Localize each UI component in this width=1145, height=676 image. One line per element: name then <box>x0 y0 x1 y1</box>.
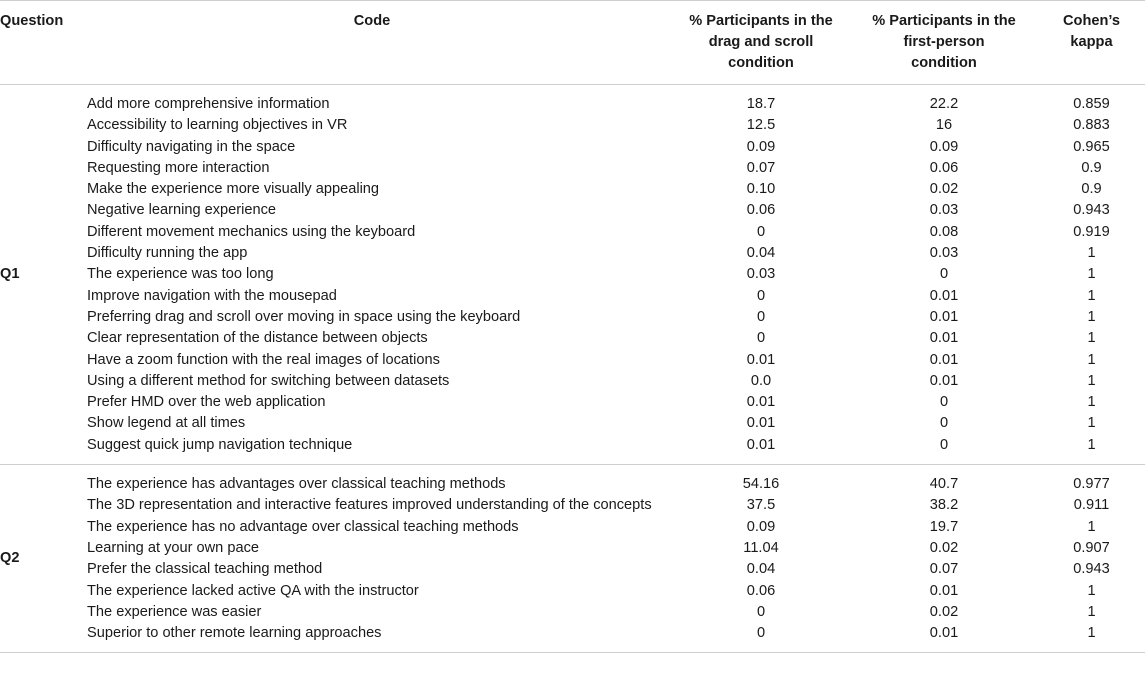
table-body <box>0 85 1145 653</box>
first-person-cell: 0 <box>850 435 1038 465</box>
first-person-cell: 0.02 <box>929 181 959 198</box>
kappa-cell: 1 <box>1087 582 1096 599</box>
kappa-cell: 0.907 <box>1073 539 1110 556</box>
table-row <box>0 350 1145 371</box>
table-row <box>0 243 1145 264</box>
table-row <box>0 371 1145 392</box>
table-row <box>0 179 1145 200</box>
drag-scroll-cell: 0.09 <box>746 138 776 155</box>
code-cell: Learning at your own pace <box>87 539 259 556</box>
header-first-person: % Participants in the first-person condition <box>850 1 1038 85</box>
table-row <box>0 137 1145 158</box>
first-person-cell: 0 <box>939 415 949 432</box>
table-row <box>0 328 1145 349</box>
code-cell: Difficulty running the app <box>87 245 248 262</box>
kappa-cell: 0.859 <box>1073 96 1110 112</box>
table-row <box>0 222 1145 243</box>
code-cell: The experience was too long <box>87 266 274 283</box>
header-row <box>0 1 1145 85</box>
table-row <box>0 115 1145 136</box>
drag-scroll-cell: 0 <box>756 287 766 304</box>
code-cell: Improve navigation with the mousepad <box>87 287 337 304</box>
table-row <box>0 200 1145 221</box>
kappa-cell: 0.943 <box>1073 561 1110 578</box>
header-code: Code <box>72 1 672 85</box>
first-person-cell: 0 <box>939 394 949 411</box>
kappa-cell: 1 <box>1087 518 1096 535</box>
drag-scroll-cell: 18.7 <box>746 96 776 112</box>
kappa-cell: 0.919 <box>1073 223 1110 240</box>
kappa-cell: 1 <box>1087 394 1096 411</box>
kappa-cell: 1 <box>1087 245 1096 262</box>
table-row <box>0 158 1145 179</box>
code-cell: Difficulty navigating in the space <box>87 138 296 155</box>
drag-scroll-cell: 37.5 <box>746 497 776 514</box>
first-person-cell: 16 <box>935 117 953 134</box>
kappa-cell: 1 <box>1087 330 1096 347</box>
drag-scroll-cell: 0.01 <box>746 351 776 368</box>
drag-scroll-cell: 0.0 <box>750 372 772 389</box>
code-cell: The 3D representation and interactive features improved understanding of the concepts <box>87 497 652 514</box>
first-person-cell: 0.09 <box>929 138 959 155</box>
kappa-cell: 1 <box>1087 308 1096 325</box>
table-row <box>0 538 1145 559</box>
first-person-cell: 0.08 <box>929 223 959 240</box>
first-person-cell: 0.02 <box>929 603 959 620</box>
first-person-cell: 0.03 <box>929 202 959 219</box>
code-cell: Different movement mechanics using the keyboard <box>87 223 416 240</box>
code-cell: Using a different method for switching between datasets <box>87 372 450 389</box>
table-row <box>0 392 1145 413</box>
kappa-cell: 0.965 <box>1073 138 1110 155</box>
first-person-cell: 19.7 <box>929 518 959 535</box>
code-cell: Prefer HMD over the web application <box>87 394 326 411</box>
table-row <box>0 465 1145 496</box>
drag-scroll-cell: 0 <box>756 603 766 620</box>
question-label: Q1 <box>0 85 72 465</box>
first-person-cell: 0 <box>939 266 949 283</box>
first-person-cell: 0.01 <box>929 582 959 599</box>
kappa-cell: 0.883 <box>1073 117 1110 134</box>
kappa-cell: 1 <box>1038 435 1145 465</box>
first-person-cell: 0.07 <box>929 561 959 578</box>
drag-scroll-cell: 0.01 <box>746 394 776 411</box>
drag-scroll-cell: 0.06 <box>746 582 776 599</box>
table-row <box>0 559 1145 580</box>
code-cell: Make the experience more visually appealing <box>87 181 380 198</box>
first-person-cell: 0.02 <box>929 539 959 556</box>
code-cell: Suggest quick jump navigation technique <box>72 435 672 465</box>
kappa-cell: 0.911 <box>1073 497 1110 514</box>
header-drag-scroll: % Participants in the drag and scroll condition <box>672 1 850 85</box>
code-cell: Requesting more interaction <box>87 159 270 176</box>
kappa-cell: 1 <box>1087 266 1096 283</box>
table-row <box>0 495 1145 516</box>
drag-scroll-cell: 0.09 <box>746 518 776 535</box>
first-person-cell: 38.2 <box>929 497 959 514</box>
drag-scroll-cell: 11.04 <box>743 539 779 556</box>
code-cell: Show legend at all times <box>87 415 246 432</box>
drag-scroll-cell: 0.03 <box>746 266 776 283</box>
code-cell: The experience has no advantage over classical teaching methods <box>87 518 519 535</box>
code-cell: Negative learning experience <box>87 202 277 219</box>
first-person-cell: 0.06 <box>929 159 959 176</box>
code-cell: The experience lacked active QA with the instructor <box>87 582 419 599</box>
header-question: Question <box>0 1 72 85</box>
table-row <box>0 307 1145 328</box>
kappa-cell: 0.943 <box>1073 202 1110 219</box>
kappa-cell: 1 <box>1038 623 1145 653</box>
first-person-cell: 0.01 <box>929 308 959 325</box>
code-cell: Superior to other remote learning approaches <box>72 623 672 653</box>
kappa-cell: 0.9 <box>1081 181 1102 198</box>
drag-scroll-cell: 0.07 <box>746 159 776 176</box>
kappa-cell: 1 <box>1087 603 1096 620</box>
table-row <box>0 264 1145 285</box>
table-row <box>0 623 1145 653</box>
code-cell: The experience has advantages over classical teaching methods <box>87 476 506 493</box>
table-row <box>0 435 1145 465</box>
first-person-cell: 0.01 <box>929 287 959 304</box>
drag-scroll-cell: 0.01 <box>746 415 776 432</box>
kappa-cell: 1 <box>1087 372 1096 389</box>
code-cell: Clear representation of the distance between objects <box>87 330 428 347</box>
drag-scroll-cell: 0.01 <box>672 435 850 465</box>
first-person-cell: 0.01 <box>929 351 959 368</box>
first-person-cell: 0.01 <box>850 623 1038 653</box>
drag-scroll-cell: 54.16 <box>742 476 780 493</box>
table-row <box>0 581 1145 602</box>
drag-scroll-cell: 0.10 <box>746 181 776 198</box>
first-person-cell: 22.2 <box>929 96 959 112</box>
question-label: Q2 <box>0 465 72 653</box>
drag-scroll-cell: 0 <box>756 330 766 347</box>
code-cell: Add more comprehensive information <box>87 96 330 112</box>
drag-scroll-cell: 0 <box>756 308 766 325</box>
kappa-cell: 0.9 <box>1081 159 1102 176</box>
drag-scroll-cell: 0.06 <box>746 202 776 219</box>
drag-scroll-cell: 0.04 <box>746 245 776 262</box>
header-kappa: Cohen’s kappa <box>1038 1 1145 85</box>
drag-scroll-cell: 0.04 <box>746 561 776 578</box>
code-cell: Accessibility to learning objectives in VR <box>87 117 348 134</box>
first-person-cell: 0.03 <box>929 245 959 262</box>
drag-scroll-cell: 0 <box>672 623 850 653</box>
code-cell: Have a zoom function with the real images of locations <box>87 351 440 368</box>
kappa-cell: 1 <box>1087 351 1096 368</box>
first-person-cell: 40.7 <box>929 476 959 493</box>
table-row <box>0 517 1145 538</box>
first-person-cell: 0.01 <box>929 372 959 389</box>
table-row <box>0 413 1145 434</box>
first-person-cell: 0.01 <box>929 330 959 347</box>
kappa-cell: 1 <box>1087 287 1096 304</box>
table-row <box>0 286 1145 307</box>
drag-scroll-cell: 0 <box>756 223 766 240</box>
code-cell: The experience was easier <box>87 603 262 620</box>
table-row <box>0 85 1145 116</box>
kappa-cell: 1 <box>1087 415 1096 432</box>
drag-scroll-cell: 12.5 <box>746 117 776 134</box>
code-cell: Prefer the classical teaching method <box>87 561 323 578</box>
code-cell: Preferring drag and scroll over moving in space using the keyboard <box>87 308 521 325</box>
kappa-cell: 0.977 <box>1073 476 1110 493</box>
table-row <box>0 602 1145 623</box>
